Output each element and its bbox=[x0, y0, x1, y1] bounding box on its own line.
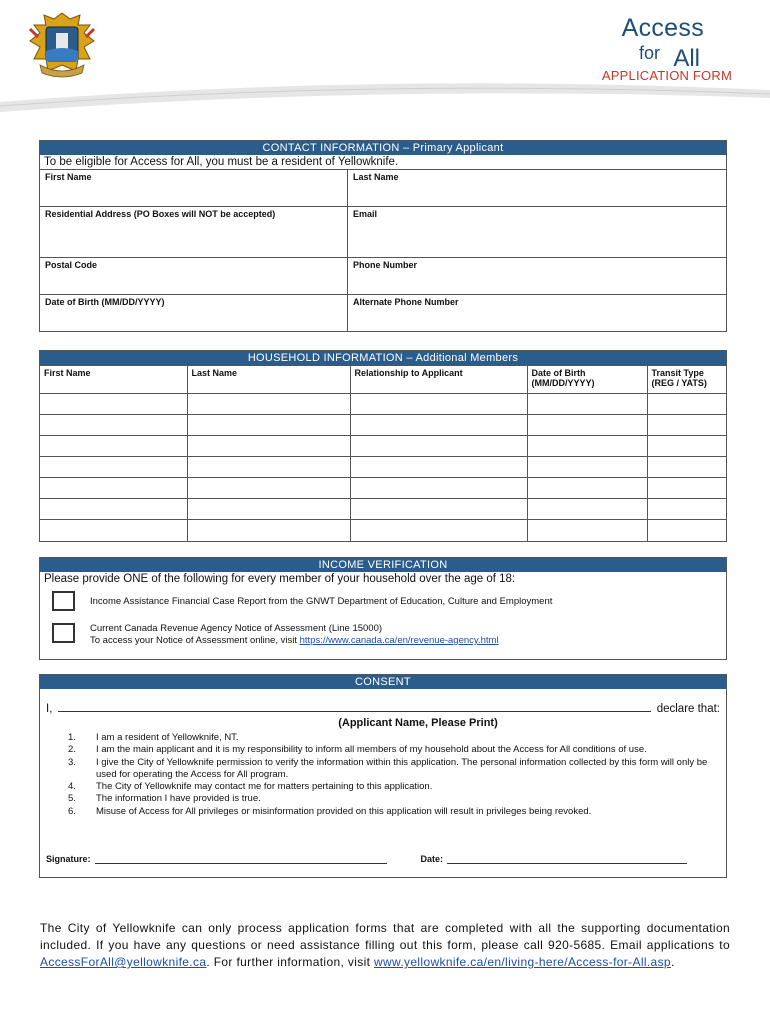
list-text: The information I have provided is true. bbox=[96, 793, 261, 805]
table-cell[interactable] bbox=[647, 415, 726, 436]
table-cell[interactable] bbox=[647, 457, 726, 478]
household-table bbox=[40, 365, 726, 541]
consent-list bbox=[68, 732, 720, 818]
table-cell[interactable] bbox=[527, 520, 647, 541]
col-dob-line2: (MM/DD/YYYY) bbox=[531, 378, 595, 388]
income-assistance-checkbox[interactable] bbox=[52, 591, 75, 611]
phone-number-field[interactable]: Phone Number bbox=[348, 258, 726, 295]
footer-text-2: . For further information, visit bbox=[206, 955, 374, 969]
table-cell[interactable] bbox=[350, 415, 527, 436]
table-cell[interactable] bbox=[40, 499, 187, 520]
list-item bbox=[68, 756, 710, 782]
col-transit-line2: (REG / YATS) bbox=[651, 378, 707, 388]
contact-eligibility-note: To be eligible for Access for All, you must be a resident of Yellowknife. bbox=[40, 155, 726, 170]
declare-prefix: I, bbox=[46, 703, 53, 715]
table-cell[interactable] bbox=[187, 478, 350, 499]
col-last-name: Last Name bbox=[187, 366, 350, 394]
contact-section-header: CONTACT INFORMATION – Primary Applicant bbox=[40, 141, 726, 155]
table-cell[interactable] bbox=[647, 394, 726, 415]
notice-of-assessment-checkbox[interactable] bbox=[52, 623, 75, 643]
list-item bbox=[68, 781, 710, 793]
list-number: 4. bbox=[68, 781, 76, 793]
income-option-1-label: Income Assistance Financial Case Report from the GNWT Department of Education, Culture and Employment bbox=[90, 596, 553, 607]
table-cell[interactable] bbox=[40, 520, 187, 541]
signature-input[interactable] bbox=[95, 854, 387, 864]
last-name-field[interactable]: Last Name bbox=[348, 170, 726, 207]
table-cell[interactable] bbox=[527, 457, 647, 478]
table-cell[interactable] bbox=[350, 520, 527, 541]
table-cell[interactable] bbox=[187, 457, 350, 478]
table-cell[interactable] bbox=[40, 415, 187, 436]
household-section bbox=[39, 350, 727, 542]
table-cell[interactable] bbox=[350, 478, 527, 499]
table-row bbox=[40, 436, 726, 457]
list-item bbox=[68, 793, 710, 805]
table-row bbox=[40, 520, 726, 541]
table-row bbox=[40, 499, 726, 520]
table-cell[interactable] bbox=[350, 394, 527, 415]
footer-text-3: . bbox=[670, 955, 675, 969]
table-cell[interactable] bbox=[40, 436, 187, 457]
table-cell[interactable] bbox=[527, 478, 647, 499]
income-section bbox=[39, 557, 727, 660]
table-cell[interactable] bbox=[40, 478, 187, 499]
header-swoosh-divider bbox=[0, 62, 770, 122]
table-cell[interactable] bbox=[40, 457, 187, 478]
table-row bbox=[40, 457, 726, 478]
residential-address-field[interactable]: Residential Address (PO Boxes will NOT be accepted) bbox=[40, 207, 348, 258]
table-cell[interactable] bbox=[527, 436, 647, 457]
website-link[interactable]: www.yellowknife.ca/en/living-here/Access-for-All.asp bbox=[373, 955, 671, 969]
list-text: The City of Yellowknife may contact me for matters pertaining to this application. bbox=[96, 781, 433, 793]
household-header-row bbox=[40, 366, 726, 394]
table-cell[interactable] bbox=[187, 520, 350, 541]
income-option-2 bbox=[40, 623, 726, 655]
consent-body bbox=[40, 689, 726, 877]
col-first-name: First Name bbox=[40, 366, 187, 394]
table-row bbox=[40, 415, 726, 436]
table-cell[interactable] bbox=[647, 436, 726, 457]
table-cell[interactable] bbox=[647, 499, 726, 520]
postal-code-field[interactable]: Postal Code bbox=[40, 258, 348, 295]
table-cell[interactable] bbox=[187, 436, 350, 457]
table-cell[interactable] bbox=[187, 394, 350, 415]
contact-fields-grid bbox=[40, 170, 726, 331]
alternate-phone-field[interactable]: Alternate Phone Number bbox=[353, 297, 459, 307]
income-option-2-prefix: To access your Notice of Assessment online, visit bbox=[90, 635, 300, 646]
col-relationship: Relationship to Applicant bbox=[350, 366, 527, 394]
household-section-header: HOUSEHOLD INFORMATION – Additional Members bbox=[40, 351, 726, 365]
declare-suffix: declare that: bbox=[656, 703, 720, 715]
table-cell[interactable] bbox=[527, 415, 647, 436]
footer-paragraph bbox=[40, 920, 730, 971]
first-name-field[interactable]: First Name bbox=[40, 170, 348, 207]
brand-for-text: for bbox=[638, 43, 660, 63]
brand-all-text: All bbox=[673, 45, 700, 72]
table-cell[interactable] bbox=[350, 457, 527, 478]
consent-section bbox=[39, 674, 727, 878]
brand-access-text: Access bbox=[621, 14, 704, 42]
applicant-name-input[interactable] bbox=[58, 703, 650, 712]
col-transit-line1: Transit Type bbox=[651, 368, 704, 378]
date-label: Date: bbox=[420, 854, 444, 864]
list-number: 5. bbox=[68, 793, 76, 805]
list-number: 2. bbox=[68, 744, 76, 756]
consent-section-header: CONSENT bbox=[40, 675, 726, 689]
col-date-of-birth bbox=[527, 366, 647, 394]
signature-row bbox=[46, 854, 687, 864]
date-input[interactable] bbox=[447, 854, 687, 864]
list-item bbox=[68, 744, 710, 756]
table-cell[interactable] bbox=[527, 499, 647, 520]
footer-text-1: The City of Yellowknife can only process application forms that are completed with all the supporting documentation included. If you have any questions or need assistance filling out this form, please call 920-5685. Email applications to bbox=[40, 921, 730, 952]
income-note: Please provide ONE of the following for every member of your household over the age of 18: bbox=[44, 573, 516, 585]
list-text: I am a resident of Yellowknife, NT. bbox=[96, 732, 239, 743]
col-dob-line1: Date of Birth bbox=[531, 368, 586, 378]
table-cell[interactable] bbox=[187, 415, 350, 436]
income-option-1 bbox=[40, 591, 726, 623]
applicant-name-label: (Applicant Name, Please Print) bbox=[338, 717, 498, 729]
list-text: Misuse of Access for All privileges or misinformation provided on this application will result in privileges being revoked. bbox=[96, 805, 592, 817]
income-option-2-line2 bbox=[90, 635, 499, 647]
date-of-birth-field[interactable]: Date of Birth (MM/DD/YYYY) bbox=[40, 295, 348, 331]
email-link[interactable]: AccessForAll@yellowknife.ca bbox=[40, 955, 207, 969]
list-number: 6. bbox=[68, 805, 76, 817]
declaration-line bbox=[46, 703, 720, 715]
table-cell[interactable] bbox=[40, 394, 187, 415]
application-form-title: APPLICATION FORM bbox=[601, 68, 732, 83]
list-text: I give the City of Yellowknife permission to verify the information within this application. The personal information collected by this form will only be used for operating the Access for All program. bbox=[96, 756, 708, 780]
income-section-header: INCOME VERIFICATION bbox=[40, 558, 726, 572]
table-cell[interactable] bbox=[350, 436, 527, 457]
cra-link[interactable]: https://www.canada.ca/en/revenue-agency.html bbox=[299, 635, 499, 646]
table-cell[interactable] bbox=[647, 520, 726, 541]
col-transit-type bbox=[647, 366, 726, 394]
table-cell[interactable] bbox=[647, 478, 726, 499]
table-cell[interactable] bbox=[187, 499, 350, 520]
list-number: 3. bbox=[68, 756, 76, 768]
list-text: I am the main applicant and it is my responsibility to inform all members of my household about the Access for All conditions of use. bbox=[96, 744, 647, 756]
list-item bbox=[68, 805, 710, 818]
table-cell[interactable] bbox=[350, 499, 527, 520]
signature-label: Signature: bbox=[46, 854, 91, 864]
list-number: 1. bbox=[68, 732, 76, 743]
email-field[interactable]: Email bbox=[348, 207, 726, 258]
contact-section bbox=[39, 140, 727, 332]
table-cell[interactable] bbox=[527, 394, 647, 415]
income-option-2-line1: Current Canada Revenue Agency Notice of Assessment (Line 15000) bbox=[90, 623, 383, 634]
income-option-2-label bbox=[90, 623, 499, 647]
list-item bbox=[68, 732, 710, 744]
table-row bbox=[40, 394, 726, 415]
table-row bbox=[40, 478, 726, 499]
